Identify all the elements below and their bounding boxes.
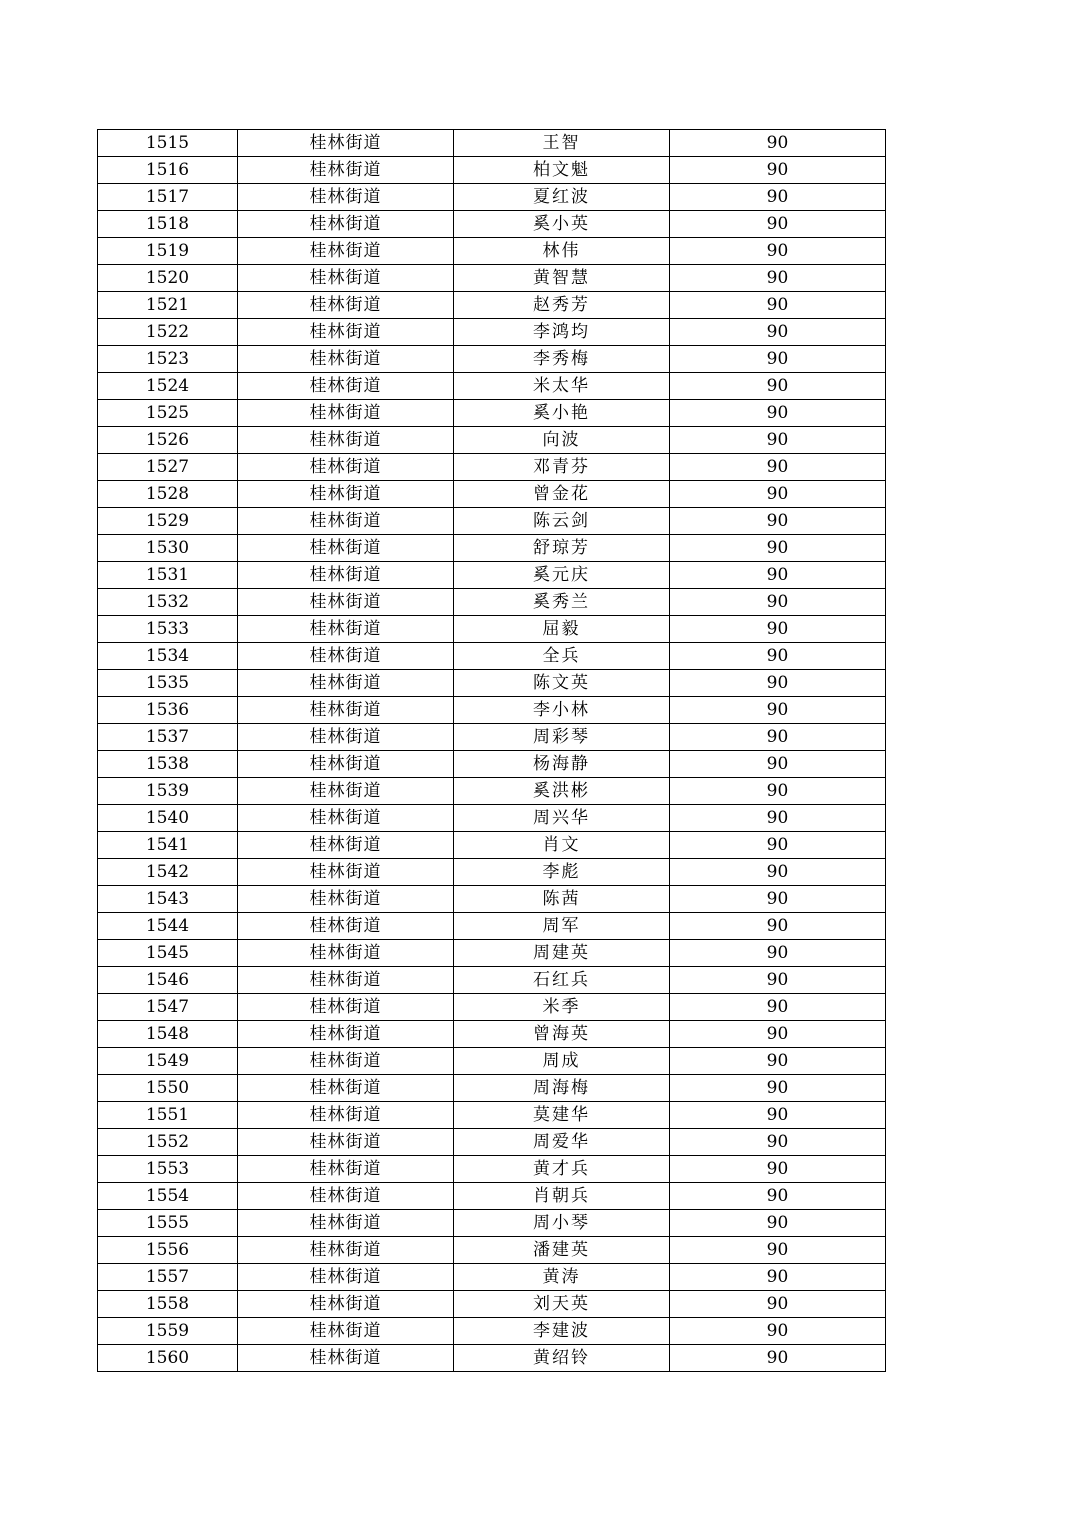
street-cell: 桂林街道 [238, 967, 454, 994]
street-cell: 桂林街道 [238, 1237, 454, 1264]
row-number-cell: 1521 [98, 292, 238, 319]
street-cell: 桂林街道 [238, 832, 454, 859]
person-name-cell: 向波 [454, 427, 670, 454]
row-number-cell: 1515 [98, 130, 238, 157]
person-name-cell: 邓青芬 [454, 454, 670, 481]
row-number-cell: 1536 [98, 697, 238, 724]
score-cell: 90 [670, 1183, 886, 1210]
score-cell: 90 [670, 670, 886, 697]
person-name-cell: 林伟 [454, 238, 670, 265]
street-cell: 桂林街道 [238, 1291, 454, 1318]
street-cell: 桂林街道 [238, 265, 454, 292]
score-cell: 90 [670, 859, 886, 886]
person-name-cell: 米太华 [454, 373, 670, 400]
person-name-cell: 周海梅 [454, 1075, 670, 1102]
person-name-cell: 李秀梅 [454, 346, 670, 373]
street-cell: 桂林街道 [238, 211, 454, 238]
person-name-cell: 杨海静 [454, 751, 670, 778]
score-cell: 90 [670, 1129, 886, 1156]
table-row [98, 1210, 886, 1237]
row-number-cell: 1535 [98, 670, 238, 697]
table-row [98, 940, 886, 967]
row-number-cell: 1560 [98, 1345, 238, 1372]
table-row [98, 616, 886, 643]
table-row [98, 967, 886, 994]
table-body [98, 130, 886, 1372]
row-number-cell: 1529 [98, 508, 238, 535]
person-name-cell: 石红兵 [454, 967, 670, 994]
table-row [98, 697, 886, 724]
street-cell: 桂林街道 [238, 1021, 454, 1048]
score-cell: 90 [670, 562, 886, 589]
row-number-cell: 1544 [98, 913, 238, 940]
score-cell: 90 [670, 346, 886, 373]
person-name-cell: 曾金花 [454, 481, 670, 508]
score-cell: 90 [670, 832, 886, 859]
table-row [98, 1048, 886, 1075]
score-cell: 90 [670, 589, 886, 616]
street-cell: 桂林街道 [238, 319, 454, 346]
person-name-cell: 奚小英 [454, 211, 670, 238]
table-row [98, 643, 886, 670]
person-name-cell: 李彪 [454, 859, 670, 886]
person-name-cell: 李鸿均 [454, 319, 670, 346]
street-cell: 桂林街道 [238, 1345, 454, 1372]
score-cell: 90 [670, 130, 886, 157]
street-cell: 桂林街道 [238, 238, 454, 265]
street-cell: 桂林街道 [238, 859, 454, 886]
street-cell: 桂林街道 [238, 1075, 454, 1102]
score-cell: 90 [670, 751, 886, 778]
street-cell: 桂林街道 [238, 994, 454, 1021]
person-name-cell: 曾海英 [454, 1021, 670, 1048]
table-row [98, 859, 886, 886]
person-name-cell: 周彩琴 [454, 724, 670, 751]
street-cell: 桂林街道 [238, 427, 454, 454]
person-name-cell: 王智 [454, 130, 670, 157]
table-row [98, 589, 886, 616]
person-name-cell: 周成 [454, 1048, 670, 1075]
score-cell: 90 [670, 373, 886, 400]
row-number-cell: 1525 [98, 400, 238, 427]
person-name-cell: 李小林 [454, 697, 670, 724]
street-cell: 桂林街道 [238, 940, 454, 967]
score-cell: 90 [670, 211, 886, 238]
row-number-cell: 1559 [98, 1318, 238, 1345]
street-cell: 桂林街道 [238, 508, 454, 535]
score-cell: 90 [670, 238, 886, 265]
person-name-cell: 周爱华 [454, 1129, 670, 1156]
row-number-cell: 1554 [98, 1183, 238, 1210]
score-cell: 90 [670, 427, 886, 454]
street-cell: 桂林街道 [238, 346, 454, 373]
table-row [98, 913, 886, 940]
row-number-cell: 1547 [98, 994, 238, 1021]
score-cell: 90 [670, 778, 886, 805]
table-row [98, 994, 886, 1021]
row-number-cell: 1523 [98, 346, 238, 373]
table-row [98, 778, 886, 805]
street-cell: 桂林街道 [238, 778, 454, 805]
person-name-cell: 奚秀兰 [454, 589, 670, 616]
table-row [98, 1075, 886, 1102]
table-row [98, 184, 886, 211]
data-table [97, 129, 886, 1372]
score-cell: 90 [670, 886, 886, 913]
row-number-cell: 1552 [98, 1129, 238, 1156]
street-cell: 桂林街道 [238, 643, 454, 670]
score-cell: 90 [670, 616, 886, 643]
person-name-cell: 李建波 [454, 1318, 670, 1345]
score-cell: 90 [670, 265, 886, 292]
street-cell: 桂林街道 [238, 697, 454, 724]
person-name-cell: 奚洪彬 [454, 778, 670, 805]
score-cell: 90 [670, 1264, 886, 1291]
person-name-cell: 米季 [454, 994, 670, 1021]
table-row [98, 319, 886, 346]
row-number-cell: 1516 [98, 157, 238, 184]
table-row [98, 1102, 886, 1129]
row-number-cell: 1558 [98, 1291, 238, 1318]
score-cell: 90 [670, 1318, 886, 1345]
person-name-cell: 黄涛 [454, 1264, 670, 1291]
row-number-cell: 1534 [98, 643, 238, 670]
row-number-cell: 1551 [98, 1102, 238, 1129]
row-number-cell: 1542 [98, 859, 238, 886]
table-row [98, 481, 886, 508]
table-row [98, 832, 886, 859]
table-row [98, 157, 886, 184]
table-row [98, 886, 886, 913]
table-row [98, 400, 886, 427]
score-cell: 90 [670, 805, 886, 832]
person-name-cell: 黄才兵 [454, 1156, 670, 1183]
row-number-cell: 1519 [98, 238, 238, 265]
street-cell: 桂林街道 [238, 589, 454, 616]
score-cell: 90 [670, 1345, 886, 1372]
row-number-cell: 1531 [98, 562, 238, 589]
table-row [98, 724, 886, 751]
score-cell: 90 [670, 1075, 886, 1102]
street-cell: 桂林街道 [238, 913, 454, 940]
person-name-cell: 周兴华 [454, 805, 670, 832]
row-number-cell: 1528 [98, 481, 238, 508]
row-number-cell: 1517 [98, 184, 238, 211]
row-number-cell: 1549 [98, 1048, 238, 1075]
person-name-cell: 陈茜 [454, 886, 670, 913]
table-row [98, 1291, 886, 1318]
person-name-cell: 肖文 [454, 832, 670, 859]
street-cell: 桂林街道 [238, 373, 454, 400]
row-number-cell: 1524 [98, 373, 238, 400]
table-row [98, 454, 886, 481]
street-cell: 桂林街道 [238, 184, 454, 211]
street-cell: 桂林街道 [238, 454, 454, 481]
score-cell: 90 [670, 535, 886, 562]
score-cell: 90 [670, 1021, 886, 1048]
row-number-cell: 1526 [98, 427, 238, 454]
score-cell: 90 [670, 724, 886, 751]
score-cell: 90 [670, 454, 886, 481]
table-row [98, 751, 886, 778]
street-cell: 桂林街道 [238, 292, 454, 319]
table-row [98, 211, 886, 238]
table-row [98, 535, 886, 562]
score-cell: 90 [670, 994, 886, 1021]
person-name-cell: 周军 [454, 913, 670, 940]
street-cell: 桂林街道 [238, 535, 454, 562]
row-number-cell: 1546 [98, 967, 238, 994]
score-cell: 90 [670, 292, 886, 319]
row-number-cell: 1548 [98, 1021, 238, 1048]
table-row [98, 265, 886, 292]
score-cell: 90 [670, 1102, 886, 1129]
table-row [98, 292, 886, 319]
street-cell: 桂林街道 [238, 670, 454, 697]
street-cell: 桂林街道 [238, 1129, 454, 1156]
row-number-cell: 1537 [98, 724, 238, 751]
row-number-cell: 1520 [98, 265, 238, 292]
row-number-cell: 1530 [98, 535, 238, 562]
person-name-cell: 夏红波 [454, 184, 670, 211]
street-cell: 桂林街道 [238, 1183, 454, 1210]
score-cell: 90 [670, 697, 886, 724]
street-cell: 桂林街道 [238, 1156, 454, 1183]
table-row [98, 1156, 886, 1183]
person-name-cell: 周小琴 [454, 1210, 670, 1237]
person-name-cell: 柏文魁 [454, 157, 670, 184]
street-cell: 桂林街道 [238, 481, 454, 508]
row-number-cell: 1527 [98, 454, 238, 481]
street-cell: 桂林街道 [238, 1318, 454, 1345]
table-row [98, 373, 886, 400]
score-cell: 90 [670, 913, 886, 940]
table-row [98, 562, 886, 589]
person-name-cell: 赵秀芳 [454, 292, 670, 319]
street-cell: 桂林街道 [238, 1102, 454, 1129]
score-cell: 90 [670, 643, 886, 670]
person-name-cell: 奚小艳 [454, 400, 670, 427]
street-cell: 桂林街道 [238, 130, 454, 157]
person-name-cell: 黄绍铃 [454, 1345, 670, 1372]
person-name-cell: 奚元庆 [454, 562, 670, 589]
table-row [98, 1183, 886, 1210]
score-cell: 90 [670, 1048, 886, 1075]
row-number-cell: 1518 [98, 211, 238, 238]
row-number-cell: 1533 [98, 616, 238, 643]
person-name-cell: 舒琼芳 [454, 535, 670, 562]
person-name-cell: 全兵 [454, 643, 670, 670]
street-cell: 桂林街道 [238, 157, 454, 184]
row-number-cell: 1522 [98, 319, 238, 346]
person-name-cell: 刘天英 [454, 1291, 670, 1318]
table-row [98, 130, 886, 157]
person-name-cell: 周建英 [454, 940, 670, 967]
row-number-cell: 1557 [98, 1264, 238, 1291]
street-cell: 桂林街道 [238, 1210, 454, 1237]
table-row [98, 1264, 886, 1291]
score-cell: 90 [670, 157, 886, 184]
row-number-cell: 1545 [98, 940, 238, 967]
street-cell: 桂林街道 [238, 616, 454, 643]
row-number-cell: 1532 [98, 589, 238, 616]
person-name-cell: 肖朝兵 [454, 1183, 670, 1210]
table-row [98, 1237, 886, 1264]
person-name-cell: 屈毅 [454, 616, 670, 643]
score-cell: 90 [670, 1210, 886, 1237]
score-cell: 90 [670, 508, 886, 535]
table-row [98, 508, 886, 535]
row-number-cell: 1550 [98, 1075, 238, 1102]
street-cell: 桂林街道 [238, 805, 454, 832]
person-name-cell: 陈文英 [454, 670, 670, 697]
table-row [98, 1345, 886, 1372]
score-cell: 90 [670, 184, 886, 211]
street-cell: 桂林街道 [238, 751, 454, 778]
street-cell: 桂林街道 [238, 562, 454, 589]
street-cell: 桂林街道 [238, 886, 454, 913]
table-row [98, 427, 886, 454]
street-cell: 桂林街道 [238, 724, 454, 751]
row-number-cell: 1553 [98, 1156, 238, 1183]
score-cell: 90 [670, 1237, 886, 1264]
table-row [98, 1318, 886, 1345]
score-cell: 90 [670, 967, 886, 994]
street-cell: 桂林街道 [238, 1264, 454, 1291]
table-row [98, 346, 886, 373]
street-cell: 桂林街道 [238, 400, 454, 427]
person-name-cell: 潘建英 [454, 1237, 670, 1264]
score-cell: 90 [670, 481, 886, 508]
person-name-cell: 莫建华 [454, 1102, 670, 1129]
score-cell: 90 [670, 1291, 886, 1318]
person-name-cell: 陈云剑 [454, 508, 670, 535]
score-cell: 90 [670, 1156, 886, 1183]
row-number-cell: 1540 [98, 805, 238, 832]
row-number-cell: 1538 [98, 751, 238, 778]
row-number-cell: 1555 [98, 1210, 238, 1237]
row-number-cell: 1556 [98, 1237, 238, 1264]
score-cell: 90 [670, 319, 886, 346]
table-row [98, 670, 886, 697]
row-number-cell: 1541 [98, 832, 238, 859]
row-number-cell: 1539 [98, 778, 238, 805]
person-name-cell: 黄智慧 [454, 265, 670, 292]
table-row [98, 1129, 886, 1156]
score-cell: 90 [670, 400, 886, 427]
table-row [98, 1021, 886, 1048]
table-row [98, 805, 886, 832]
score-cell: 90 [670, 940, 886, 967]
street-cell: 桂林街道 [238, 1048, 454, 1075]
table-row [98, 238, 886, 265]
row-number-cell: 1543 [98, 886, 238, 913]
